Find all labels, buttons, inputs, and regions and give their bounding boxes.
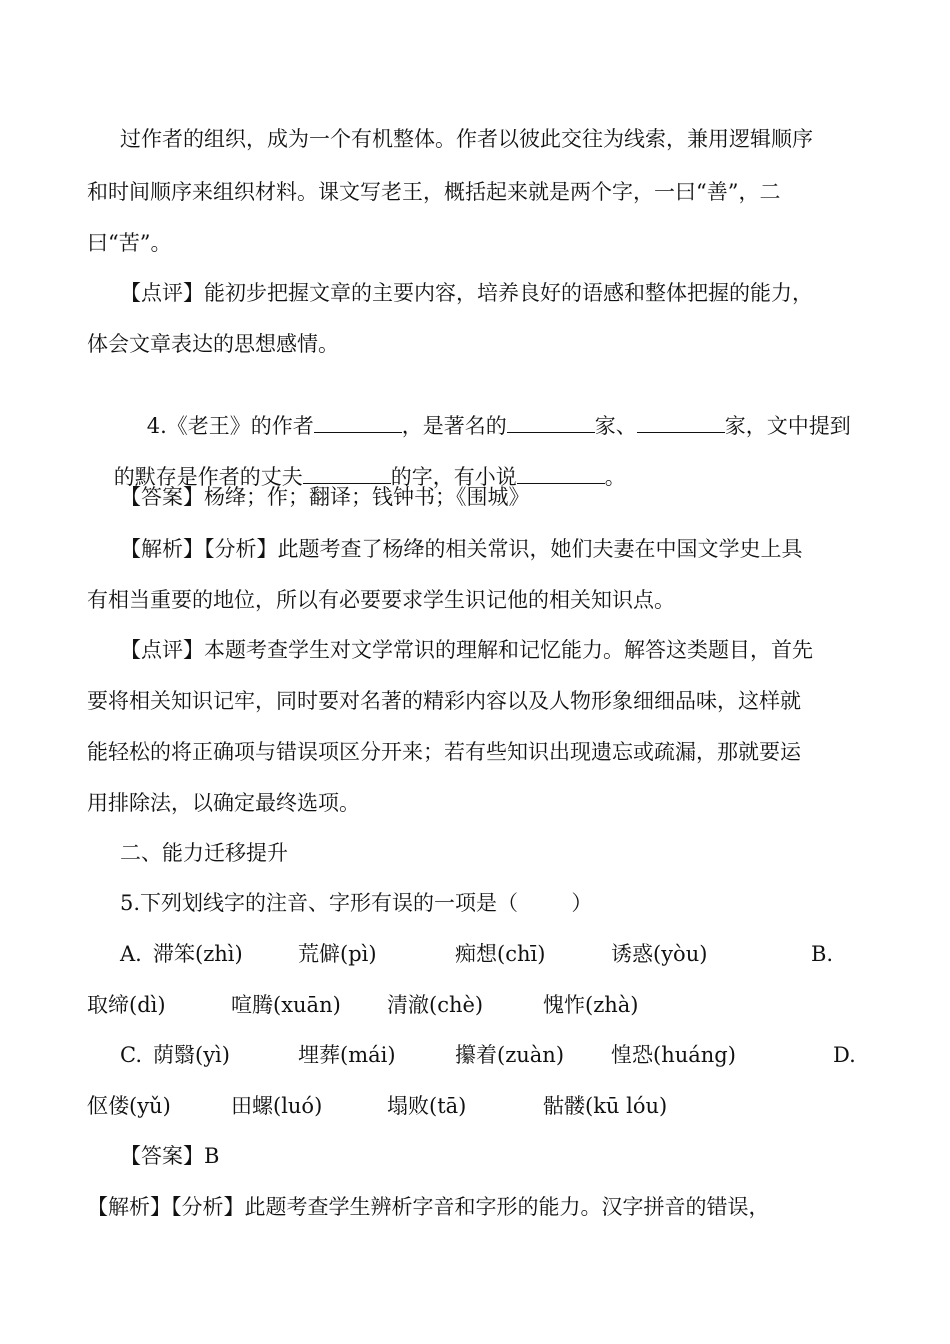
q4-text-e: 的默存是作者的丈夫 bbox=[113, 465, 303, 489]
option-a-item: 荒僻(pì) bbox=[298, 942, 377, 966]
option-c-item: 惶恐(huáng) bbox=[611, 1043, 736, 1067]
blank-novel bbox=[517, 461, 605, 484]
q4-text-d: 家，文中提到 bbox=[724, 414, 851, 438]
analysis4-line2: 有相当重要的地位，所以有必要要求学生识记他的相关知识点。 bbox=[87, 588, 675, 612]
option-b-item: 愧怍(zhà) bbox=[543, 993, 639, 1017]
option-c-item: 荫翳(yì) bbox=[153, 1043, 230, 1067]
section-heading: 二、能力迁移提升 bbox=[120, 841, 288, 865]
q4-text-a: 4.《老王》的作者 bbox=[146, 414, 314, 438]
question-5-stem: 5.下列划线字的注音、字形有误的一项是（ ） bbox=[120, 891, 593, 915]
option-a-item: 滞笨(zhì) bbox=[153, 942, 243, 966]
blank-profession-2 bbox=[637, 410, 725, 433]
q4-text-b: ，是著名的 bbox=[401, 414, 507, 438]
q4-text-c: 家、 bbox=[594, 414, 637, 438]
option-d-item: 骷髅(kū lóu) bbox=[543, 1094, 668, 1118]
option-a-item: 诱惑(yòu) bbox=[611, 942, 708, 966]
option-c-label: C. bbox=[120, 1043, 142, 1067]
option-a-item: 痴想(chī) bbox=[455, 942, 546, 966]
blank-husband bbox=[303, 461, 391, 484]
analysis5-line1: 【解析】【分析】此题考查学生辨析字音和字形的能力。汉字拼音的错误， bbox=[87, 1195, 770, 1219]
option-b-item: 喧腾(xuān) bbox=[231, 993, 341, 1017]
option-d-label: D. bbox=[833, 1043, 856, 1067]
option-b-item: 取缔(dì) bbox=[87, 993, 166, 1017]
option-a-label: A. bbox=[120, 942, 142, 966]
option-b-label: B. bbox=[811, 942, 834, 966]
q4-text-g: 。 bbox=[604, 465, 626, 489]
review4-line1: 【点评】本题考查学生对文学常识的理解和记忆能力。解答这类题目，首先 bbox=[120, 638, 813, 662]
review4-line3: 能轻松的将正确项与错误项区分开来；若有些知识出现遗忘或疏漏，那就要运 bbox=[87, 740, 801, 764]
blank-author bbox=[314, 410, 402, 433]
option-c-item: 攥着(zuàn) bbox=[455, 1043, 565, 1067]
review4-line2: 要将相关知识记牢，同时要对名著的精彩内容以及人物形象细细品味，这样就 bbox=[87, 689, 801, 713]
review1-line1: 【点评】能初步把握文章的主要内容，培养良好的语感和整体把握的能力， bbox=[120, 281, 813, 305]
answer-4: 【答案】杨绛；作；翻译；钱钟书；《围城》 bbox=[120, 485, 530, 509]
option-d-item: 田螺(luó) bbox=[231, 1094, 323, 1118]
option-d-item: 伛偻(yǔ) bbox=[87, 1094, 171, 1118]
option-b-item: 清澈(chè) bbox=[387, 993, 484, 1017]
para1-line2: 和时间顺序来组织材料。课文写老王，概括起来就是两个字，一曰“善”，二 bbox=[87, 180, 781, 204]
para1-line1: 过作者的组织，成为一个有机整体。作者以彼此交往为线索，兼用逻辑顺序 bbox=[120, 127, 813, 151]
blank-profession-1 bbox=[507, 410, 595, 433]
review4-line4: 用排除法，以确定最终选项。 bbox=[87, 791, 360, 815]
analysis4-line1: 【解析】【分析】此题考查了杨绛的相关常识，她们夫妻在中国文学史上具 bbox=[120, 537, 803, 561]
option-c-item: 埋葬(mái) bbox=[298, 1043, 396, 1067]
option-d-item: 塌败(tā) bbox=[387, 1094, 467, 1118]
answer-5: 【答案】B bbox=[120, 1144, 220, 1168]
para1-line3: 曰“苦”。 bbox=[87, 231, 172, 255]
review1-line2: 体会文章表达的思想感情。 bbox=[87, 332, 339, 356]
q4-text-f: 的字，有小说 bbox=[390, 465, 517, 489]
